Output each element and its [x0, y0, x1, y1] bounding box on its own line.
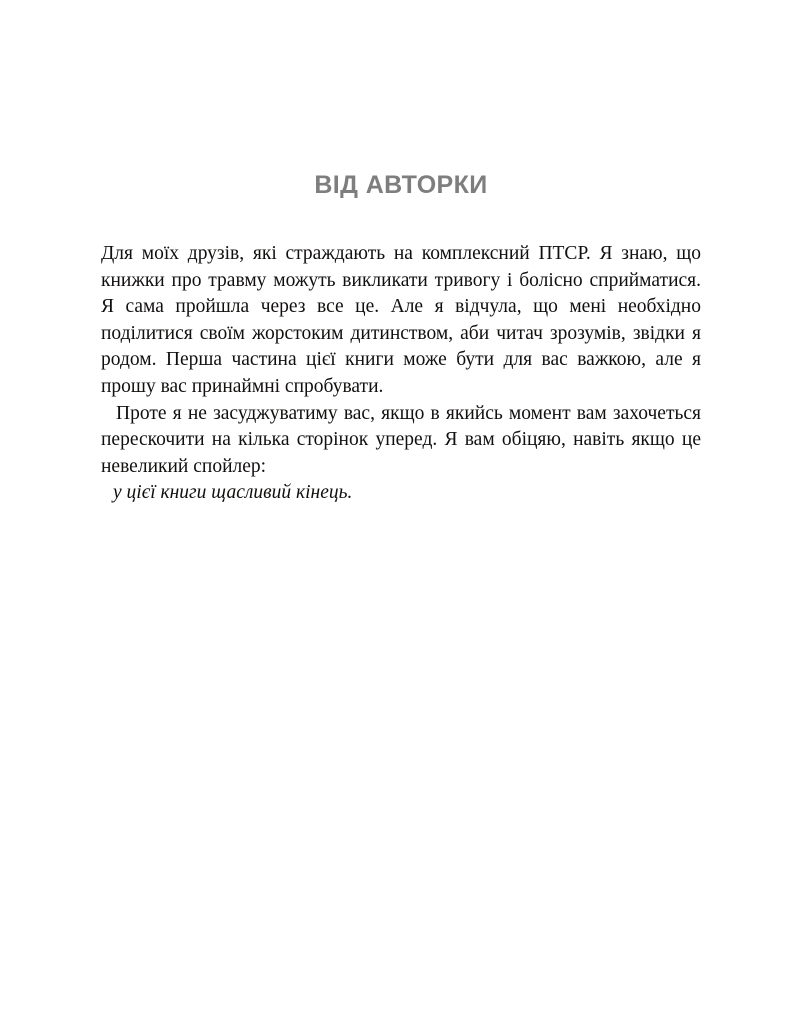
- page-title: ВІД АВТОРКИ: [314, 171, 488, 199]
- paragraph-note: Проте я не засуджуватиму вас, якщо в якийсь момент вам захочеться перескочити на кілька сторінок уперед. Я вам обіцяю, навіть якщо це невеликий спойлер:: [101, 402, 701, 477]
- paragraph-dedication: Для моїх друзів, які страждають на комплексний ПТСР. Я знаю, що книжки про травму можуть викликати тривогу і болісно сприйматися. Я сама пройшла через все це. Але я відчула, що мені необхідно поділитися своїм жорстоким дитинством, аби читач зрозумів, звідки я родом. Перша частина цієї книги може бути для вас важкою, але я прошу вас принаймні спробувати.: [101, 243, 701, 397]
- paragraph-spoiler: у цієї книги щасливий кінець.: [113, 482, 353, 504]
- body-text-block: [101, 241, 701, 507]
